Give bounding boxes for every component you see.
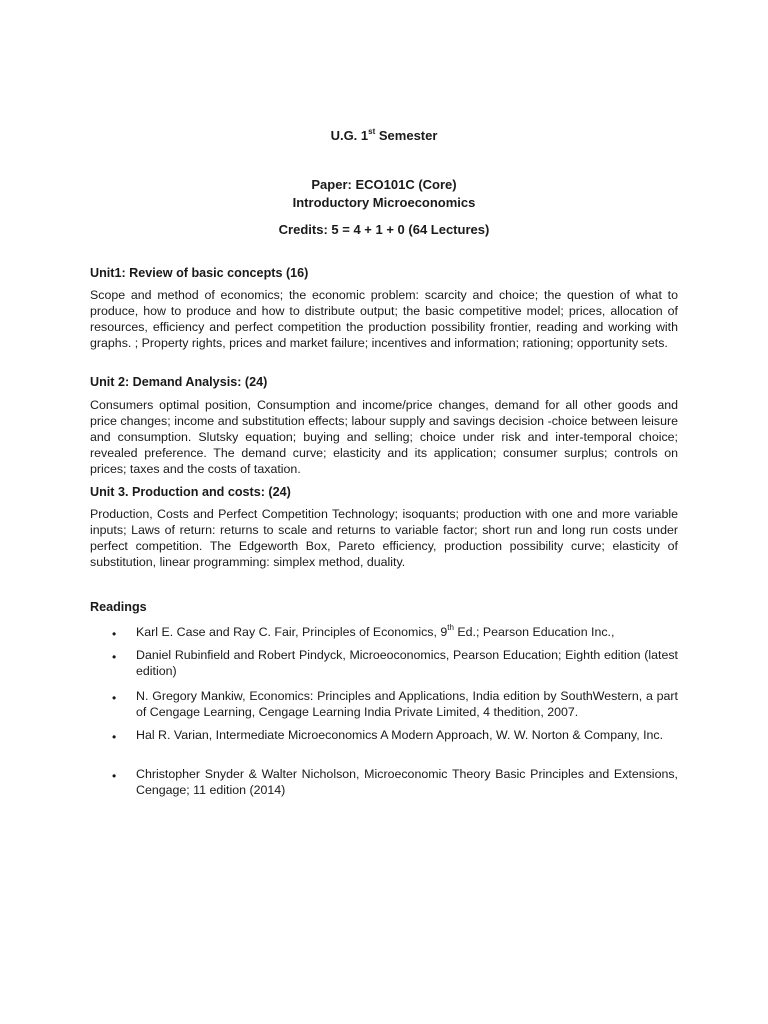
unit-3-heading: Unit 3. Production and costs: (24) <box>90 485 291 499</box>
semester-prefix: U.G. 1 <box>330 128 369 143</box>
readings-heading: Readings <box>90 600 147 614</box>
credits-line: Credits: 5 = 4 + 1 + 0 (64 Lectures) <box>278 222 490 237</box>
reading-item: Karl E. Case and Ray C. Fair, Principles of Economics, 9th Ed.; Pearson Education Inc., <box>136 622 615 639</box>
course-title: Introductory Microeconomics <box>292 195 476 210</box>
unit-1-text: Scope and method of economics; the economic problem: scarcity and choice; the question of what to produce, how to produce and how to distribute output; the basic competitive model; prices, allocation of resources, efficiency and perfect competition the production possibility frontier, reading and working with graphs. ; Property rights, prices and market failure; incentives and information; rationing; opportunity sets. <box>90 288 678 350</box>
reading-bullet: • <box>112 650 117 664</box>
reading-item: Hal R. Varian, Intermediate Microeconomics A Modern Approach, W. W. Norton & Company, Inc. <box>136 728 664 742</box>
reading-bullet: • <box>112 627 117 641</box>
reading-item: Christopher Snyder & Walter Nicholson, Microeconomic Theory Basic Principles and Extensions, Cengage; 11 edition (2014) <box>136 767 678 797</box>
semester-suffix: Semester <box>375 128 438 143</box>
unit-2-text: Consumers optimal position, Consumption and income/price changes, demand for all other goods and price changes; income and substitution effects; labour supply and savings decision -choice between leisure and consumption. Slutsky equation; buying and selling; choice under risk and inter-temporal choice; revealed preference. The demand curve; elasticity and its application; consumer surplus; controls on prices; taxes and the costs of taxation. <box>90 398 678 476</box>
unit-1-heading: Unit1: Review of basic concepts (16) <box>90 266 309 280</box>
unit-3-text: Production, Costs and Perfect Competition Technology; isoquants; production with one and more variable inputs; Laws of return: returns to scale and returns to variable factor; short run and long run costs under perfect competition. The Edgeworth Box, Pareto efficiency, production possibility curve; elasticity of substitution, linear programming: simplex method, duality. <box>90 507 678 569</box>
reading-item: Daniel Rubinfield and Robert Pindyck, Microeoconomics, Pearson Education; Eighth edition (latest edition) <box>136 648 678 678</box>
reading-bullet: • <box>112 769 117 783</box>
unit-2-heading: Unit 2: Demand Analysis: (24) <box>90 375 268 389</box>
reading-item: N. Gregory Mankiw, Economics: Principles and Applications, India edition by SouthWestern, a part of Cengage Learning, Cengage Learning India Private Limited, 4 thedition, 2007. <box>136 689 678 719</box>
semester-heading <box>0 128 768 144</box>
reading-bullet: • <box>112 730 117 744</box>
semester-superscript: st <box>368 126 376 136</box>
reading-bullet: • <box>112 691 117 705</box>
paper-code: Paper: ECO101C (Core) <box>311 177 457 192</box>
